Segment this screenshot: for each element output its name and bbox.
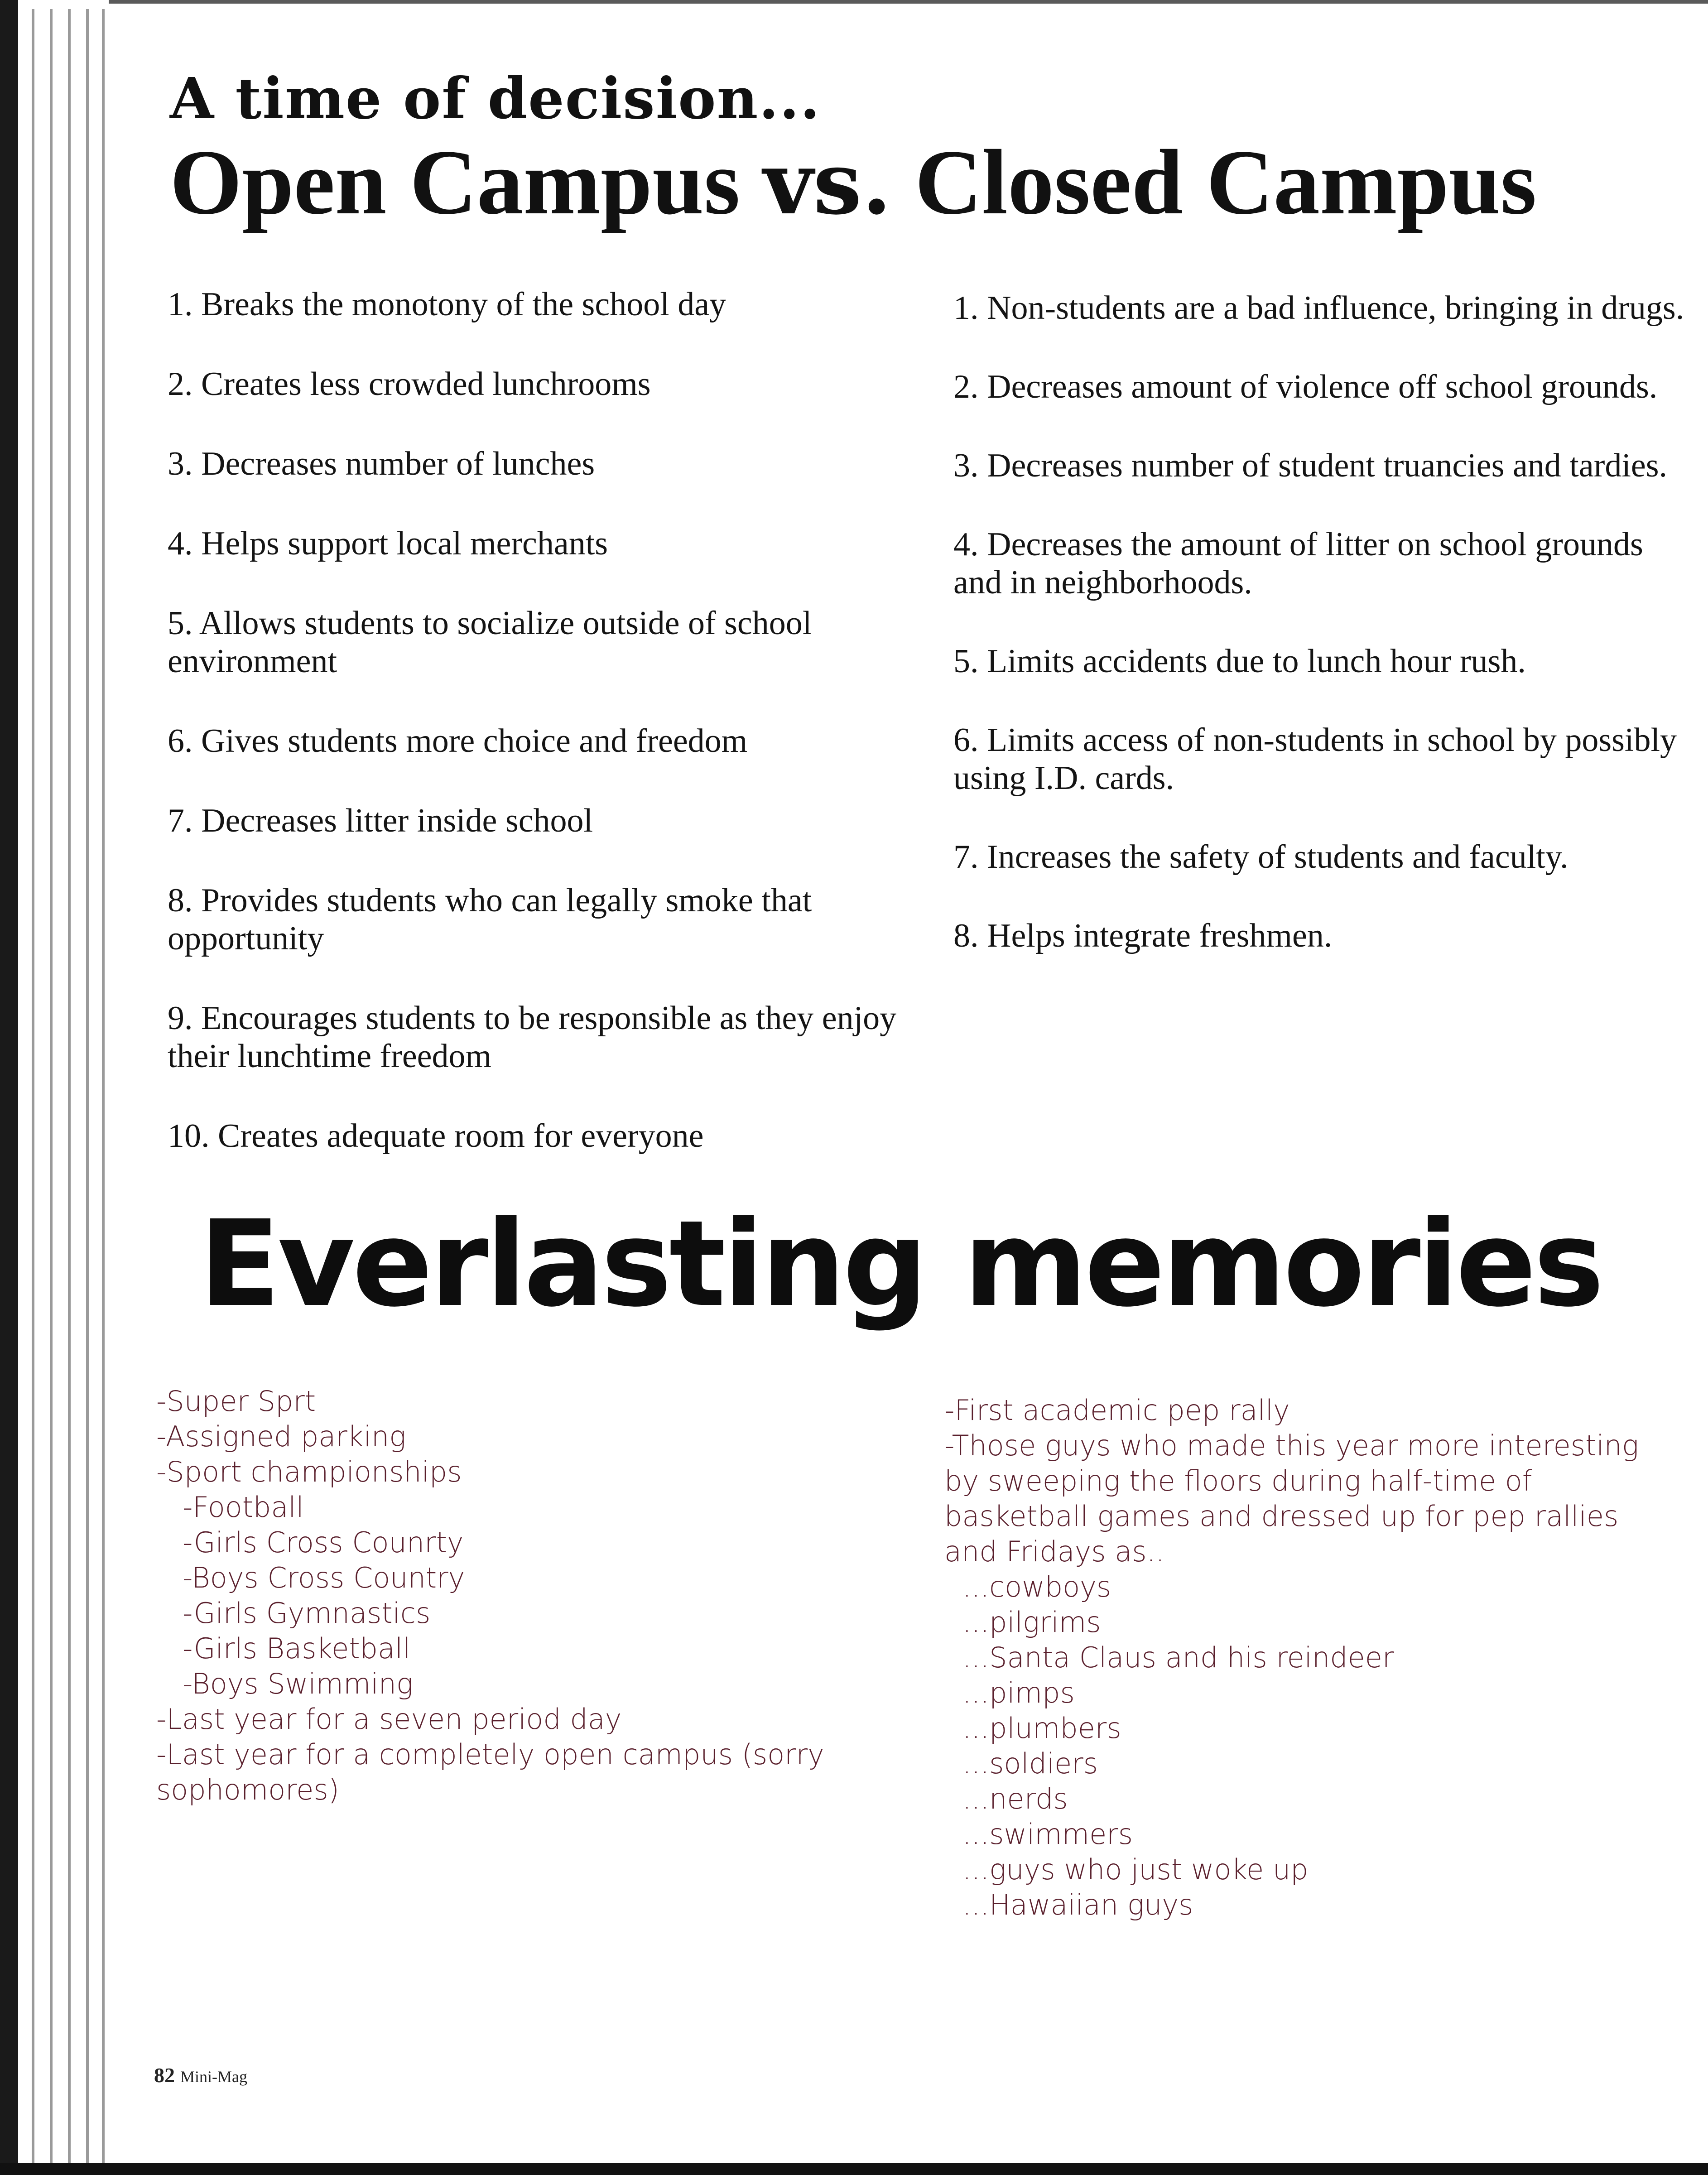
bottom-edge (0, 2163, 1708, 2175)
list-item: -Boys Swimming (183, 1667, 414, 1700)
page-edge-line (68, 9, 71, 2165)
list-item: -Assigned parking (156, 1420, 406, 1453)
list-item: 3. Decreases number of student truancies and tardies. (953, 447, 1668, 484)
list-item: 1. Non-students are a bad influence, bringing in drugs. (953, 289, 1684, 327)
list-item: 2. Decreases amount of violence off school grounds. (953, 368, 1658, 405)
list-item: 1. Breaks the monotony of the school day (168, 286, 727, 323)
list-item: ...soldiers (962, 1747, 1098, 1780)
list-item: -Last year for a seven period day (156, 1703, 622, 1736)
list-item: 4. Helps support local merchants (168, 525, 608, 562)
list-item: -Super Sprt (156, 1385, 316, 1418)
list-item: 7. Decreases litter inside school (168, 802, 593, 839)
list-item: -Football (183, 1491, 304, 1524)
title-open: Open Campus (170, 131, 740, 234)
page-edge-line (32, 9, 34, 2165)
memories-left-list (156, 1384, 881, 1808)
list-item: ...swimmers (962, 1818, 1133, 1851)
list-item: -First academic pep rally (944, 1394, 1290, 1427)
list-item: 3. Decreases number of lunches (168, 445, 595, 482)
list-item: -Those guys who made this year more interesting by sweeping the floors during half-time of basketball games and dressed up for pep rallies and Fridays as.. (944, 1429, 1639, 1568)
publication-name: Mini-Mag (180, 2068, 247, 2086)
page-edge-line (86, 9, 89, 2165)
list-item: -Sport championships (156, 1455, 462, 1488)
list-item: ...pilgrims (962, 1606, 1101, 1639)
binding-edge (0, 0, 18, 2175)
list-item: ...nerds (962, 1782, 1068, 1815)
title-vs: vs. (763, 133, 892, 234)
closed-campus-list (953, 289, 1687, 996)
list-item: ...Santa Claus and his reindeer (962, 1641, 1394, 1674)
list-item: 8. Provides students who can legally smoke that opportunity (168, 882, 812, 957)
list-item: 9. Encourages students to be responsible as they enjoy their lunchtime freedom (168, 1000, 897, 1075)
list-item: 2. Creates less crowded lunchrooms (168, 366, 651, 403)
list-item: ...plumbers (962, 1712, 1121, 1745)
list-item: 8. Helps integrate freshmen. (953, 917, 1333, 954)
list-item: 6. Limits access of non-students in school by possibly using I.D. cards. (953, 722, 1677, 797)
list-item: ...cowboys (962, 1570, 1111, 1603)
book-binding (0, 0, 109, 2175)
top-edge (109, 0, 1708, 4)
list-item: 10. Creates adequate room for everyone (168, 1117, 704, 1155)
memories-right-list (944, 1393, 1651, 1923)
list-item: 5. Limits accidents due to lunch hour rush. (953, 643, 1526, 680)
list-item: 5. Allows students to socialize outside of school environment (168, 605, 812, 680)
title-closed: Closed Campus (914, 131, 1537, 234)
page-number: 82 (154, 2064, 175, 2087)
list-item: 7. Increases the safety of students and faculty. (953, 838, 1568, 876)
kicker-heading: A time of decision... (170, 66, 821, 132)
page-title (170, 129, 1536, 236)
page-footer (154, 2063, 247, 2087)
list-item: 6. Gives students more choice and freedom (168, 722, 748, 760)
list-item: 4. Decreases the amount of litter on school grounds and in neighborhoods. (953, 526, 1643, 601)
list-item: -Girls Basketball (183, 1632, 411, 1665)
list-item: -Girls Gymnastics (183, 1597, 431, 1630)
list-item: -Boys Cross Country (183, 1561, 465, 1594)
memories-heading: Everlasting memories (199, 1195, 1602, 1333)
open-campus-list (168, 285, 910, 1197)
list-item: ...guys who just woke up (962, 1853, 1309, 1886)
list-item: -Last year for a completely open campus (sorry sophomores) (156, 1738, 824, 1806)
list-item: ...Hawaiian guys (962, 1888, 1193, 1921)
list-item: ...pimps (962, 1676, 1075, 1709)
list-item: -Girls Cross Counrty (183, 1526, 464, 1559)
page-edge-line (50, 9, 53, 2165)
page-edge-line (102, 9, 105, 2165)
